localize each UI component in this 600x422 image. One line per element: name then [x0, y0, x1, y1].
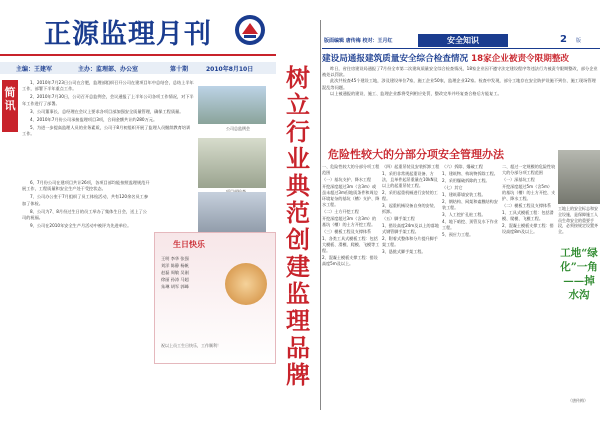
- lead-paragraph: 昨日，省住房建设局通报了7月份全市第二次建筑质量安全综合检查情况，18家企业因不遵守法定建设程序等违法行为被责令限期整改，部分企业被处以罚款。: [322, 66, 598, 78]
- safety-item: 3、悬挑式脚手架工程。: [382, 249, 426, 254]
- photo-caption: 公司总监例会: [226, 126, 250, 131]
- lead-paragraph: 此次共检查45个建设工地，涉及建设单位7家，施工企业50家，监理企业32家。检查中发现，部分工地存在安全防护设施不到位、施工现场管理混乱等问题。: [322, 78, 596, 90]
- section-label: 安全知识: [418, 34, 508, 47]
- brief-column-2: [22, 180, 150, 416]
- safety-item: 一、危险性较大的分部分项工程范围: [322, 164, 380, 175]
- safety-item: 二、超过一定规模的危险性较大的分部分项工程范围: [502, 164, 556, 175]
- brief-item: 7、公司办公室于7月组织了员工体检活动，共有120余名员工参加了体检。: [22, 194, 149, 206]
- issue-info-bar: [0, 62, 276, 74]
- birthday-names: [161, 255, 221, 290]
- organizer: 主办：监理部、办公室: [78, 66, 139, 73]
- masthead: [0, 2, 276, 62]
- headline-red: 18家企业被责令限期整改: [471, 54, 570, 64]
- site-photo-text: 工地上的安全标志和安全设施，是保障施工人员生命安全的重要手段，必须按规定设置齐全。: [558, 206, 598, 235]
- brief-label: 简讯: [4, 86, 16, 112]
- birthday-name-row: 刘洋 陈静 杨帆: [161, 263, 189, 268]
- safety-item: （一）深基坑工程: [502, 177, 535, 182]
- editor-line: 版面编辑 唐传梅 校对：王月红: [324, 38, 393, 44]
- safety-item: 3、人工挖扩孔桩工程。: [442, 212, 486, 217]
- safety-item: 开挖深度超过3m（含3m）或虽未超过3m但地质条件和周边环境复杂的基坑（槽）支护、降水工程。: [322, 184, 380, 207]
- safety-item: （二）土方开挖工程: [322, 209, 359, 214]
- main-headline: [322, 52, 600, 64]
- safety-item: （五）脚手架工程: [382, 216, 415, 221]
- birthday-name-row: 朱琳 胡军 郭峰: [161, 284, 189, 289]
- site-vertical-title: 工地“绿化”一角——掉水沟: [560, 247, 598, 301]
- page-number: 2: [560, 34, 567, 45]
- meeting-photo: [198, 86, 266, 124]
- safety-item: （四）起重吊装及安装拆卸工程: [382, 164, 440, 169]
- page-suffix: 版: [576, 38, 582, 44]
- brief-item: 3、公司董事长、总经理在会议上要求各项目部加强安全质量管理，确保工程质量。: [30, 108, 184, 114]
- birthday-name-row: 王明 李华 张强: [161, 256, 189, 261]
- masthead-rule: [0, 54, 276, 56]
- header-rule: [322, 48, 600, 49]
- safety-item: 4、地下暗挖、顶管及水下作业工程。: [442, 219, 498, 230]
- birthday-cake-icon: [225, 263, 267, 305]
- safety-item: 1、工具式模板工程：包括滑模、爬模、飞模工程。: [502, 210, 554, 221]
- page-divider: [320, 20, 321, 410]
- safety-item: 2、钢结构、网架和索膜结构安装工程。: [442, 199, 498, 210]
- right-page: [322, 0, 600, 422]
- safety-item: 1、建筑物、构筑物拆除工程。: [442, 171, 498, 176]
- safety-item: 1、搭设高度24m及以上的落地式钢管脚手架工程。: [382, 223, 439, 234]
- safety-item: 2、采用起重机械进行安装的工程。: [382, 190, 438, 201]
- birthday-box: [154, 232, 276, 364]
- brief-item: 9、公司在2010年安全生产月活动中被评为先进单位。: [30, 223, 132, 229]
- training-photo: [198, 192, 266, 234]
- safety-item: 2、采用爆破拆除的工程。: [442, 178, 490, 183]
- safety-item: （七）其它: [442, 185, 463, 190]
- right-page-header: [322, 34, 600, 48]
- safety-item: （二）模板工程及支撑体系: [502, 203, 552, 208]
- brief-item: 2、2010年7月30日，公司召开总监例会，会议通报了上半年公司各项工作情况，对下半年工作进行了部署。: [22, 94, 194, 106]
- issue-date: 2010年8月10日: [206, 66, 254, 73]
- safety-item: （六）拆除、爆破工程: [442, 164, 483, 169]
- slogan-text: 树立行业典范 创建监理品牌: [286, 63, 310, 389]
- safety-item: 1、采用非常规起重设备、方法，且单件起吊重量在10kN及以上的起重吊装工程。: [382, 171, 438, 188]
- safety-item: 3、起重机械设备自身的安装、拆卸。: [382, 203, 438, 214]
- company-logo-icon: [234, 14, 266, 46]
- brief-item: 1、2010年7月23日公司在合肥，监理部组织召开公司在建项目年中总结会，总结上半年工作，部署下半年重点工作。: [22, 80, 194, 92]
- safety-item: 开挖深度超过5m（含5m）的基坑（槽）的土方开挖、支护、降水工程。: [502, 184, 556, 201]
- birthday-title: 生日快乐: [173, 240, 205, 249]
- birthday-name-row: 赵磊 周敏 吴刚: [161, 270, 189, 275]
- author-sign: （唐传梅）: [568, 398, 588, 403]
- safety-item: 1、建筑幕墙安装工程。: [442, 192, 486, 197]
- brief-item: 8、公司为7、8月份过生日的员工举办了集体生日会，送上了公司的祝福。: [22, 208, 147, 221]
- safety-item: 2、混凝土模板支撑工程：搭设高度8m及以上。: [502, 223, 554, 234]
- site-photo: [558, 150, 600, 204]
- brief-column-1: [22, 80, 194, 176]
- masthead-title: 正源监理月刊: [44, 19, 212, 50]
- slogan-column: [278, 28, 318, 408]
- safety-item: （一）基坑支护、降水工程: [322, 177, 372, 182]
- brief-item: 4、2010年7月份公司承接监理项目3项，合同金额共计约280万元。: [30, 117, 158, 123]
- safety-column-d: [502, 164, 556, 414]
- birthday-name-row: 徐丽 孙涛 马超: [161, 277, 189, 282]
- safety-item: 2、附着式整体和分片提升脚手架工程。: [382, 236, 438, 247]
- safety-item: 开挖深度超过3m（含3m）的基坑（槽）的土方开挖工程。: [322, 216, 377, 227]
- lead-paragraph: 以上被通报的建设、施工、监理企业都将受到相应处罚，整改完毕并经复查合格后方能复工。: [330, 90, 502, 96]
- lead-article: [322, 66, 598, 142]
- birthday-footer: 祝以上员工生日快乐，工作顺利！: [161, 343, 221, 348]
- safety-item: 2、混凝土模板支撑工程：搭设高度5m及以上。: [322, 255, 378, 266]
- safety-column-b: [382, 164, 440, 414]
- inspection-photo: [198, 138, 266, 188]
- brief-item: 6、7月份公司在建项目共计26项，各项目部均能按照监理规范开展工作，工程质量和安全生产处于受控状态。: [22, 180, 150, 192]
- left-page: [0, 0, 276, 422]
- safety-item: 1、各类工具式模板工程：包括大模板、滑模、爬模、飞模等工程。: [322, 236, 380, 253]
- brief-item: 5、为进一步提高监理人员的业务素质，公司于8月初组织开展了监理人员继续教育培训工作。: [22, 125, 191, 137]
- safety-column-a: [322, 164, 380, 414]
- headline-blue: 建设局通报建筑质量安全综合检查情况: [322, 54, 469, 64]
- safety-column-c: [442, 164, 500, 414]
- safety-headline: 危险性较大的分部分项安全管理办法: [328, 148, 504, 161]
- safety-item: （三）模板工程及支撑体系: [322, 229, 372, 234]
- chief-editor: 主编：王建军: [16, 66, 53, 73]
- safety-item: 5、预应力工程。: [442, 232, 474, 237]
- issue-number: 第十期: [170, 66, 189, 73]
